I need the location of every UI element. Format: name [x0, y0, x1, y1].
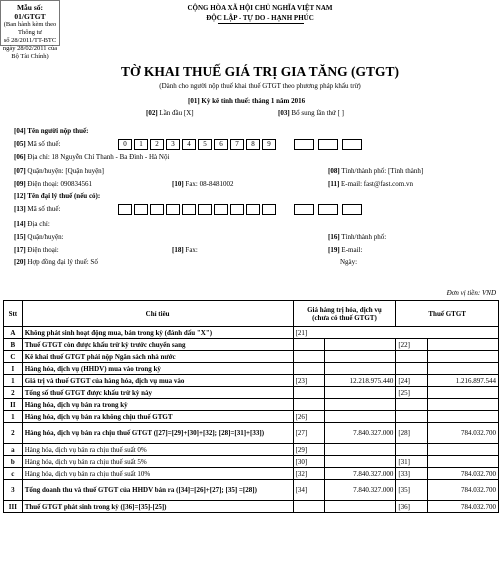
agent-fax: Fax: — [185, 246, 198, 254]
agent-tin-digit-box[interactable] — [150, 204, 164, 215]
table-row — [4, 387, 499, 399]
row-vat-code: [22] — [396, 339, 427, 351]
table-row — [4, 351, 499, 363]
row-value-code: [26] — [293, 411, 324, 423]
agent-tin-digit-box[interactable] — [118, 204, 132, 215]
first-time-code: [02] — [146, 109, 158, 117]
row-vat-code: [36] — [396, 501, 427, 513]
row-vat-code — [396, 351, 427, 363]
field-code-09: [09] — [14, 180, 26, 188]
row-value-code — [293, 501, 324, 513]
taxpayer-email: E-mail: fast@fast.com.vn — [341, 180, 413, 188]
agent-name-label: Tên đại lý thuế (nếu có): — [27, 192, 101, 200]
row-indicator: Giá trị và thuế GTGT của hàng hóa, dịch vụ mua vào — [22, 375, 293, 387]
row-indicator: Tổng số thuế GTGT được khấu trừ kỳ này — [22, 387, 293, 399]
row-vat-value: 784.032.700 — [427, 501, 498, 513]
row-goods-value — [324, 399, 395, 411]
row-goods-value: 7.840.327.000 — [324, 423, 395, 444]
row-vat-value — [427, 363, 498, 375]
agent-address: Địa chỉ: — [27, 220, 50, 228]
row-stt: B — [4, 339, 23, 351]
row-indicator: Hàng hóa, dịch vụ bán ra chịu thuế GTGT ([27]=[29]+[30]+[32]; [28]=[31]+[33]) — [22, 423, 293, 444]
supplement-row[interactable] — [278, 109, 344, 117]
row-goods-value — [324, 456, 395, 468]
row-vat-code — [396, 411, 427, 423]
row-vat-code: [25] — [396, 387, 427, 399]
row-stt: 1 — [4, 411, 23, 423]
currency-unit: Đơn vị tiền: VND — [446, 289, 496, 297]
table-row — [4, 375, 499, 387]
row-goods-value — [324, 501, 395, 513]
page-subtitle: (Dành cho người nộp thuế khai thuế GTGT theo phương pháp khấu trừ) — [159, 82, 361, 90]
row-vat-value — [427, 411, 498, 423]
row-value-code: [32] — [293, 468, 324, 480]
row-goods-value — [324, 411, 395, 423]
field-code-06: [06] — [14, 153, 26, 161]
tin-digit-box[interactable]: 8 — [246, 139, 260, 150]
row-vat-value — [427, 456, 498, 468]
field-code-13: [13] — [14, 205, 26, 213]
table-row — [4, 423, 499, 444]
agent-email-row — [328, 246, 362, 254]
taxpayer-name-label: Tên người nộp thuế: — [27, 127, 89, 135]
table-row — [4, 456, 499, 468]
field-code-20: [20] — [14, 258, 26, 266]
table-row — [4, 480, 499, 501]
table-row — [4, 411, 499, 423]
agent-email: E-mail: — [341, 246, 363, 254]
national-motto: ĐỘC LẬP - TỰ DO - HẠNH PHÚC — [206, 14, 314, 22]
row-vat-value — [427, 351, 498, 363]
row-goods-value: 7.840.327.000 — [324, 480, 395, 501]
tin-extra-box-3[interactable] — [342, 139, 362, 150]
agent-tin-row — [14, 205, 60, 213]
row-indicator: Hàng hóa, dịch vụ bán ra chịu thuế suất 0% — [22, 444, 293, 456]
row-stt: a — [4, 444, 23, 456]
row-goods-value — [324, 444, 395, 456]
row-indicator: Hàng hóa, dịch vụ bán ra chịu thuế suất 10% — [22, 468, 293, 480]
agent-name-row — [14, 192, 100, 200]
agent-phone-row — [14, 246, 59, 254]
taxpayer-tin-label: Mã số thuế: — [27, 140, 61, 148]
taxpayer-fax-row — [172, 180, 233, 188]
row-value-code: [34] — [293, 480, 324, 501]
field-code-18: [18] — [172, 246, 184, 254]
taxpayer-province-row — [328, 167, 423, 175]
table-row — [4, 501, 499, 513]
row-indicator: Không phát sinh hoạt động mua, bán trong kỳ (đánh dấu "X") — [22, 327, 293, 339]
tin-digit-box[interactable]: 9 — [262, 139, 276, 150]
period-code: [01] — [188, 97, 200, 105]
taxpayer-name-row — [14, 127, 88, 135]
field-code-14: [14] — [14, 220, 26, 228]
agent-tin-label: Mã số thuế: — [27, 205, 61, 213]
row-vat-value: 1.216.897.544 — [427, 375, 498, 387]
row-vat-code: [28] — [396, 423, 427, 444]
row-goods-value: 12.218.975.440 — [324, 375, 395, 387]
row-stt: A — [4, 327, 23, 339]
row-vat-code — [396, 363, 427, 375]
field-code-04: [04] — [14, 127, 26, 135]
tax-table — [3, 300, 499, 513]
row-stt: 3 — [4, 480, 23, 501]
agent-phone: Điện thoại: — [27, 246, 59, 254]
taxpayer-district-row — [14, 167, 104, 175]
page-title: TỜ KHAI THUẾ GIÁ TRỊ GIA TĂNG (GTGT) — [121, 64, 399, 79]
taxpayer-address-row — [14, 153, 169, 161]
period-value: tháng 1 năm 2016 — [251, 97, 306, 105]
agent-tin-digit-box[interactable] — [246, 204, 260, 215]
row-value-code — [293, 339, 324, 351]
row-indicator: Hàng hóa, dịch vụ bán ra trong kỳ — [22, 399, 293, 411]
row-value-code: [21] — [293, 327, 498, 339]
table-row — [4, 468, 499, 480]
agent-province-row — [328, 233, 386, 241]
row-stt: b — [4, 456, 23, 468]
agent-district: Quận/huyện: — [27, 233, 64, 241]
tin-digit-box[interactable]: 2 — [150, 139, 164, 150]
table-row — [4, 363, 499, 375]
agent-contract-date: Ngày: — [340, 258, 358, 266]
row-vat-value: 784.032.700 — [427, 423, 498, 444]
row-vat-value: 784.032.700 — [427, 468, 498, 480]
field-code-15: [15] — [14, 233, 26, 241]
header-goods-value: Giá hàng trị hóa, dịch vụ (chưa có thuế GTGT) — [293, 301, 396, 327]
agent-tin-digit-box[interactable] — [214, 204, 228, 215]
row-vat-value — [427, 339, 498, 351]
row-indicator: Hàng hóa, dịch vụ bán ra không chịu thuế GTGT — [22, 411, 293, 423]
field-code-19: [19] — [328, 246, 340, 254]
tin-digit-box[interactable]: 5 — [198, 139, 212, 150]
row-value-code — [293, 351, 324, 363]
row-vat-value — [427, 387, 498, 399]
row-value-code — [293, 363, 324, 375]
row-vat-code: [24] — [396, 375, 427, 387]
row-vat-code — [396, 399, 427, 411]
taxpayer-province: Tỉnh/thành phố: [Tỉnh thành] — [341, 167, 424, 175]
row-goods-value: 7.840.327.000 — [324, 468, 395, 480]
row-vat-value — [427, 444, 498, 456]
period-row — [188, 97, 305, 105]
tin-extra-box-2[interactable] — [318, 139, 338, 150]
table-row — [4, 327, 499, 339]
row-stt: 2 — [4, 387, 23, 399]
tin-extra-box-1[interactable] — [294, 139, 314, 150]
supplement-code: [03] — [278, 109, 290, 117]
row-vat-code: [35] — [396, 480, 427, 501]
taxpayer-phone-row — [14, 180, 92, 188]
taxpayer-fax: Fax: 08-8481002 — [185, 180, 234, 188]
field-code-12: [12] — [14, 192, 26, 200]
agent-address-row — [14, 220, 50, 228]
row-value-code: [29] — [293, 444, 324, 456]
agent-tin-digit-box[interactable] — [230, 204, 244, 215]
tin-digit-box[interactable]: 1 — [134, 139, 148, 150]
agent-tin-extra-3[interactable] — [342, 204, 362, 215]
row-value-code: [23] — [293, 375, 324, 387]
row-stt: c — [4, 468, 23, 480]
header-stt: Stt — [4, 301, 23, 327]
row-vat-value: 784.032.700 — [427, 480, 498, 501]
row-indicator: Tổng doanh thu và thuế GTGT của HHDV bán ra ([34]=[26]+[27]; [35] =[28]) — [22, 480, 293, 501]
tin-digit-box[interactable]: 0 — [118, 139, 132, 150]
agent-contract: Hợp đồng đại lý thuế: Số — [27, 258, 98, 266]
motto-underline — [218, 23, 304, 24]
field-code-08: [08] — [328, 167, 340, 175]
supplement-label: Bổ sung lần thứ [ ] — [291, 109, 345, 117]
first-time-label: Lần đầu [X] — [159, 109, 194, 117]
row-vat-value — [427, 399, 498, 411]
taxpayer-address: Địa chỉ: 18 Nguyễn Chí Thanh - Ba Đình - Hà Nội — [27, 153, 170, 161]
field-code-16: [16] — [328, 233, 340, 241]
row-stt: III — [4, 501, 23, 513]
agent-tin-digit-box[interactable] — [198, 204, 212, 215]
agent-district-row — [14, 233, 64, 241]
agent-tin-digit-box[interactable] — [182, 204, 196, 215]
form-note-2: số 28/2011/TT-BTC — [3, 37, 57, 44]
table-row — [4, 444, 499, 456]
taxpayer-district: Quận/huyện: [Quận huyện] — [27, 167, 105, 175]
form-number-box — [0, 0, 60, 60]
agent-tin-digit-box[interactable] — [262, 204, 276, 215]
row-stt: 1 — [4, 375, 23, 387]
row-goods-value — [324, 363, 395, 375]
row-indicator: Kê khai thuế GTGT phải nộp Ngân sách nhà nước — [22, 351, 293, 363]
row-vat-code — [396, 444, 427, 456]
field-code-07: [07] — [14, 167, 26, 175]
row-stt: II — [4, 399, 23, 411]
agent-contract-row — [14, 258, 98, 266]
field-code-11: [11] — [328, 180, 340, 188]
row-stt: 2 — [4, 423, 23, 444]
form-note-1: (Ban hành kèm theo Thông tư — [3, 21, 57, 36]
row-value-code: [30] — [293, 456, 324, 468]
tin-digit-box[interactable]: 7 — [230, 139, 244, 150]
header-vat: Thuế GTGT — [396, 301, 499, 327]
agent-province: Tỉnh/thành phố: — [341, 233, 387, 241]
first-time-row[interactable] — [146, 109, 194, 117]
row-goods-value — [324, 387, 395, 399]
row-stt: C — [4, 351, 23, 363]
agent-fax-row — [172, 246, 198, 254]
table-row — [4, 399, 499, 411]
period-label: Kỳ kê tính thuế: — [201, 97, 251, 105]
row-goods-value — [324, 339, 395, 351]
row-indicator: Thuế GTGT phát sinh trong kỳ ([36]=[35]-[25]) — [22, 501, 293, 513]
form-number: Mẫu số: 01/GTGT — [14, 3, 46, 21]
row-value-code — [293, 387, 324, 399]
taxpayer-tin-row — [14, 140, 60, 148]
row-indicator: Hàng hóa, dịch vụ bán ra chịu thuế suất 5% — [22, 456, 293, 468]
taxpayer-phone: Điện thoại: 090834561 — [27, 180, 92, 188]
table-header-row — [4, 301, 499, 327]
tin-digit-box[interactable]: 6 — [214, 139, 228, 150]
field-code-10: [10] — [172, 180, 184, 188]
table-row — [4, 339, 499, 351]
row-indicator: Thuế GTGT còn được khấu trừ kỳ trước chuyển sang — [22, 339, 293, 351]
row-vat-code: [33] — [396, 468, 427, 480]
taxpayer-email-row — [328, 180, 413, 188]
agent-tin-extra-2[interactable] — [318, 204, 338, 215]
row-indicator: Hàng hóa, dịch vụ (HHDV) mua vào trong kỳ — [22, 363, 293, 375]
agent-tin-extra-1[interactable] — [294, 204, 314, 215]
field-code-17: [17] — [14, 246, 26, 254]
row-vat-code: [31] — [396, 456, 427, 468]
country-name: CỘNG HÒA XÃ HỘI CHỦ NGHĨA VIỆT NAM — [187, 4, 333, 12]
row-stt: I — [4, 363, 23, 375]
agent-tin-digit-box[interactable] — [166, 204, 180, 215]
form-note-3: ngày 28/02/2011 của Bộ Tài Chính) — [2, 45, 58, 60]
table-body — [4, 327, 499, 513]
tin-digit-box[interactable]: 3 — [166, 139, 180, 150]
row-value-code: [27] — [293, 423, 324, 444]
tin-digit-box[interactable]: 4 — [182, 139, 196, 150]
field-code-05: [05] — [14, 140, 26, 148]
agent-tin-digit-box[interactable] — [134, 204, 148, 215]
row-goods-value — [324, 351, 395, 363]
row-value-code — [293, 399, 324, 411]
header-indicator: Chỉ tiêu — [22, 301, 293, 327]
